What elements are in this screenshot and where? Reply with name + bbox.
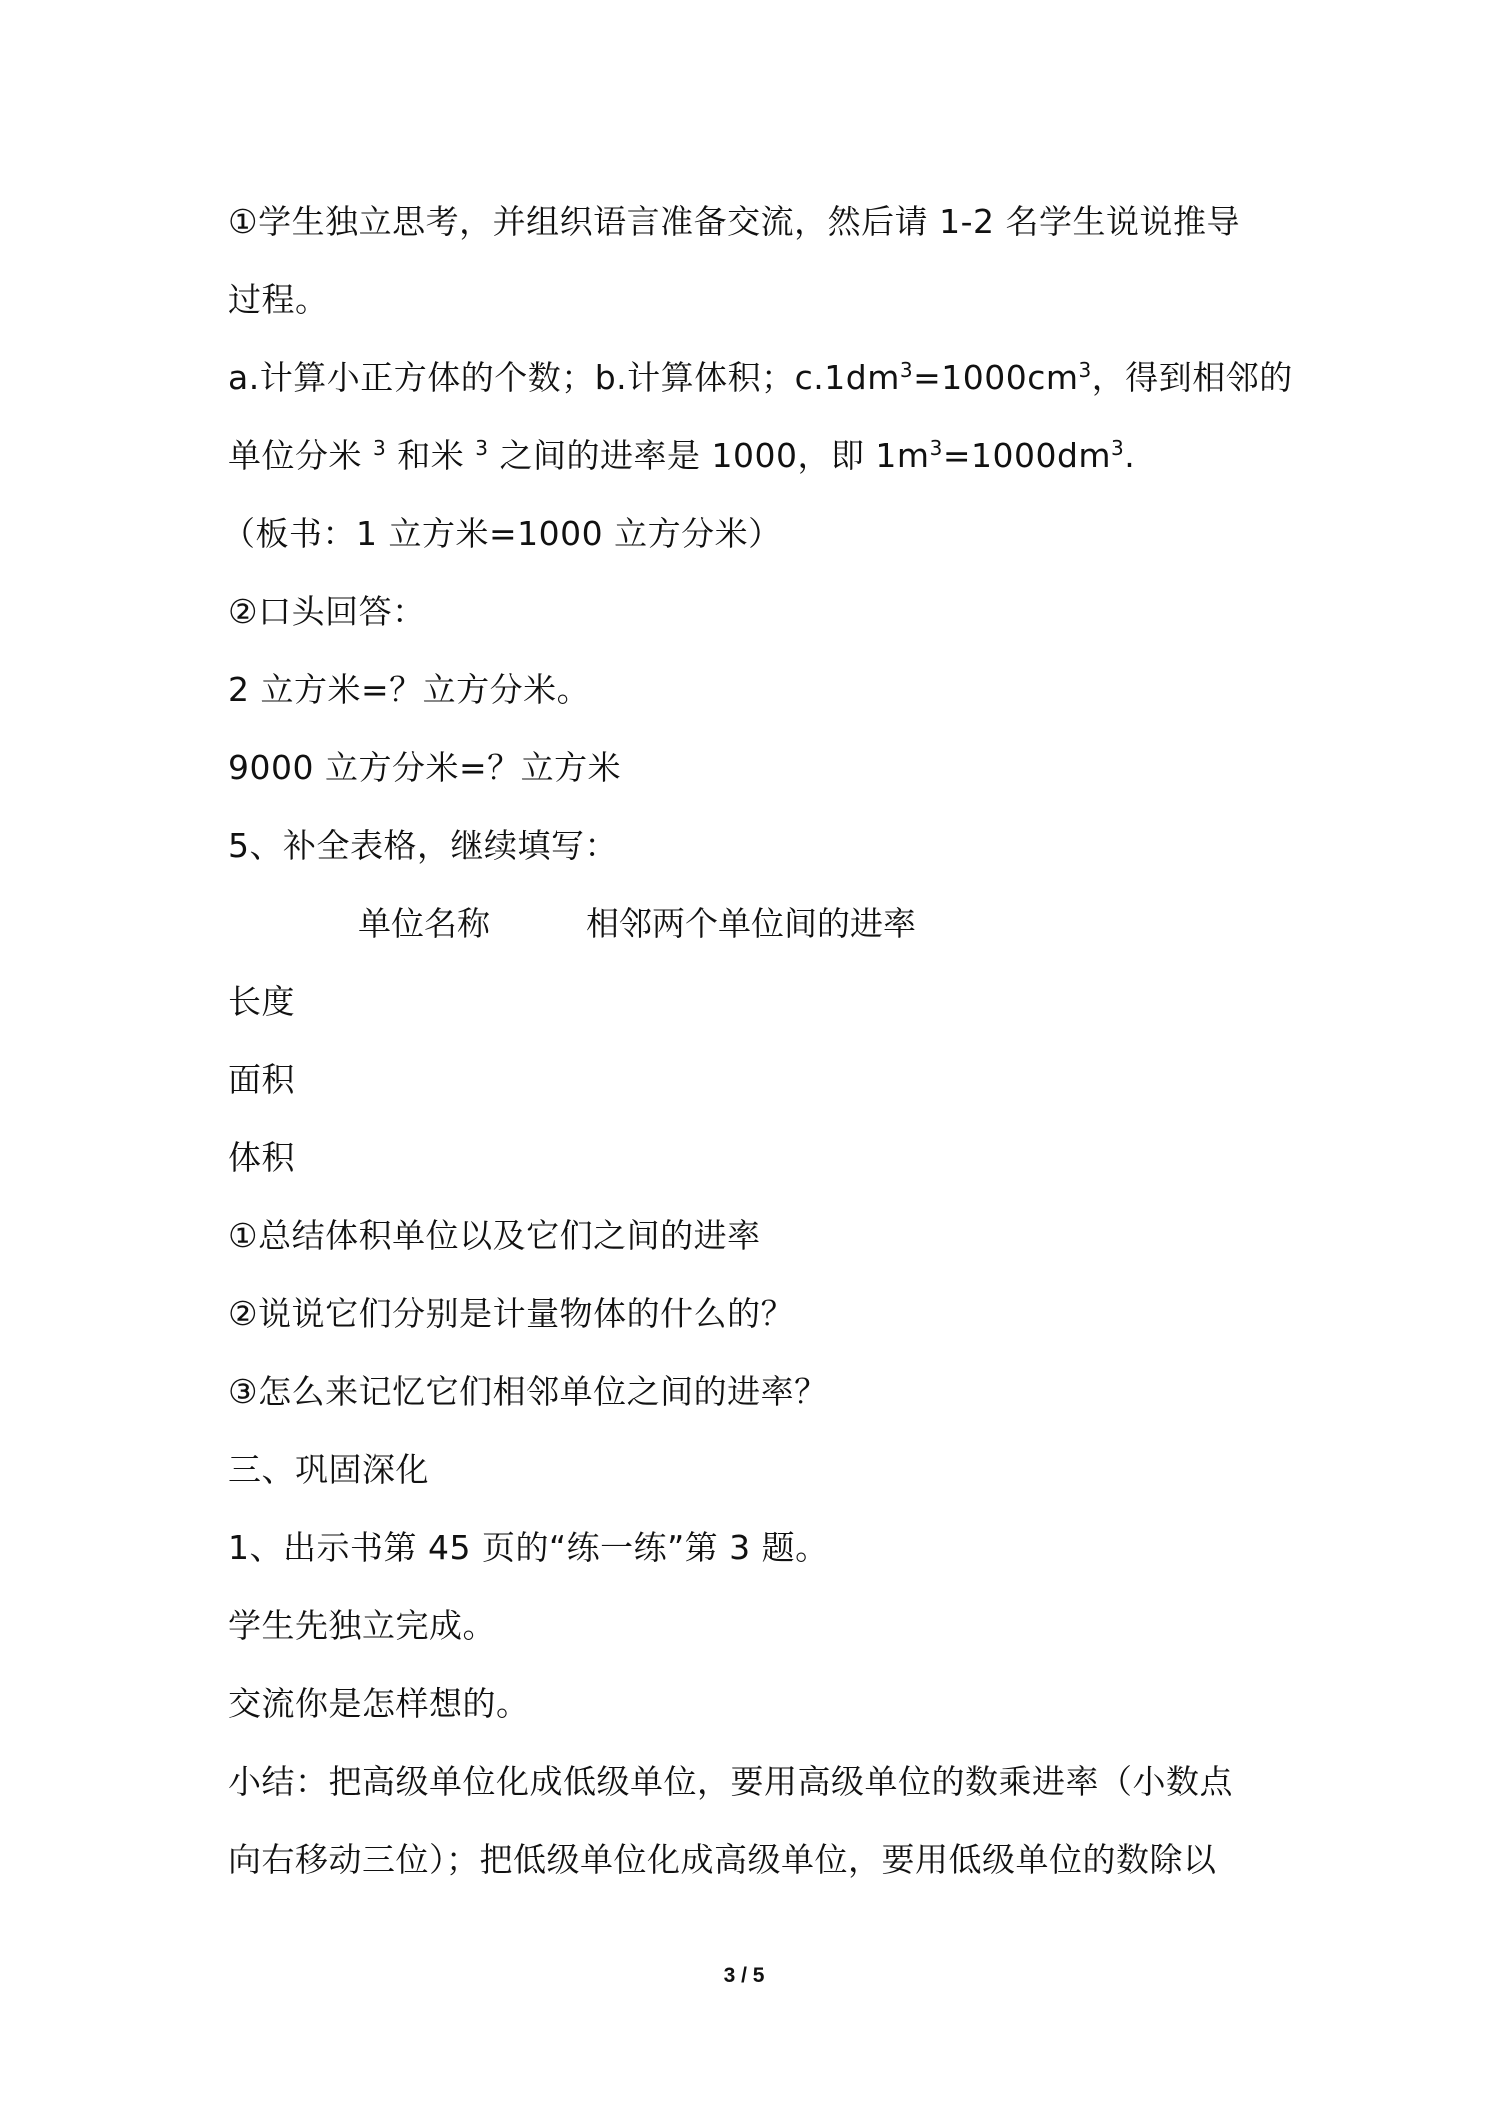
section-heading: 三、巩固深化	[228, 1450, 429, 1489]
text-segment: .	[1124, 436, 1136, 475]
paragraph-line: ①总结体积单位以及它们之间的进率	[228, 1216, 761, 1255]
paragraph-line: ③怎么来记忆它们相邻单位之间的进率？	[228, 1372, 828, 1411]
paragraph-line: ②说说它们分别是计量物体的什么的？	[228, 1294, 795, 1333]
superscript: 3	[1078, 358, 1092, 382]
page-number: 3 / 5	[723, 1964, 765, 1987]
text-segment: a.计算小正方体的个数；b.计算体积；c.1dm	[228, 358, 900, 397]
paragraph-line: ①学生独立思考，并组织语言准备交流，然后请 1-2 名学生说说推导	[228, 202, 1240, 241]
paragraph-line: 9000 立方分米=？立方米	[228, 748, 622, 787]
table-row-label: 体积	[228, 1138, 295, 1177]
paragraph-line: 5、补全表格，继续填写：	[228, 826, 618, 865]
paragraph-line: 交流你是怎样想的。	[228, 1684, 530, 1723]
text-segment: 单位分米	[228, 436, 362, 475]
paragraph-line: 向右移动三位）；把低级单位化成高级单位，要用低级单位的数除以	[228, 1840, 1217, 1879]
superscript: 3	[929, 436, 943, 460]
text-segment: 和米	[397, 436, 465, 475]
paragraph-line: 1、出示书第 45 页的“练一练”第 3 题。	[228, 1528, 829, 1567]
table-header-unit-name: 单位名称	[358, 904, 490, 943]
superscript: 3	[1111, 436, 1125, 460]
table-row-label: 长度	[228, 982, 295, 1021]
superscript: 3	[899, 358, 914, 382]
text-segment: =1000cm	[913, 358, 1079, 397]
superscript: 3	[475, 436, 489, 460]
paragraph-line	[228, 356, 1293, 400]
paragraph-line: 2 立方米=？立方分米。	[228, 670, 591, 709]
paragraph-line: （板书：1 立方米=1000 立方分米）	[222, 514, 782, 553]
paragraph-line: 小结：把高级单位化成低级单位，要用高级单位的数乘进率（小数点	[228, 1762, 1233, 1801]
superscript: 3	[373, 436, 387, 460]
text-segment: ，得到相邻的	[1091, 358, 1293, 397]
paragraph-line: 过程。	[228, 280, 329, 319]
text-segment: =1000dm	[942, 436, 1112, 475]
paragraph-line	[228, 434, 1278, 478]
table-header-rate: 相邻两个单位间的进率	[586, 904, 916, 943]
table-row-label: 面积	[228, 1060, 295, 1099]
paragraph-line: ②口头回答：	[228, 592, 426, 631]
paragraph-line: 学生先独立完成。	[228, 1606, 496, 1645]
text-segment: 之间的进率是 1000，即 1m	[499, 436, 930, 475]
